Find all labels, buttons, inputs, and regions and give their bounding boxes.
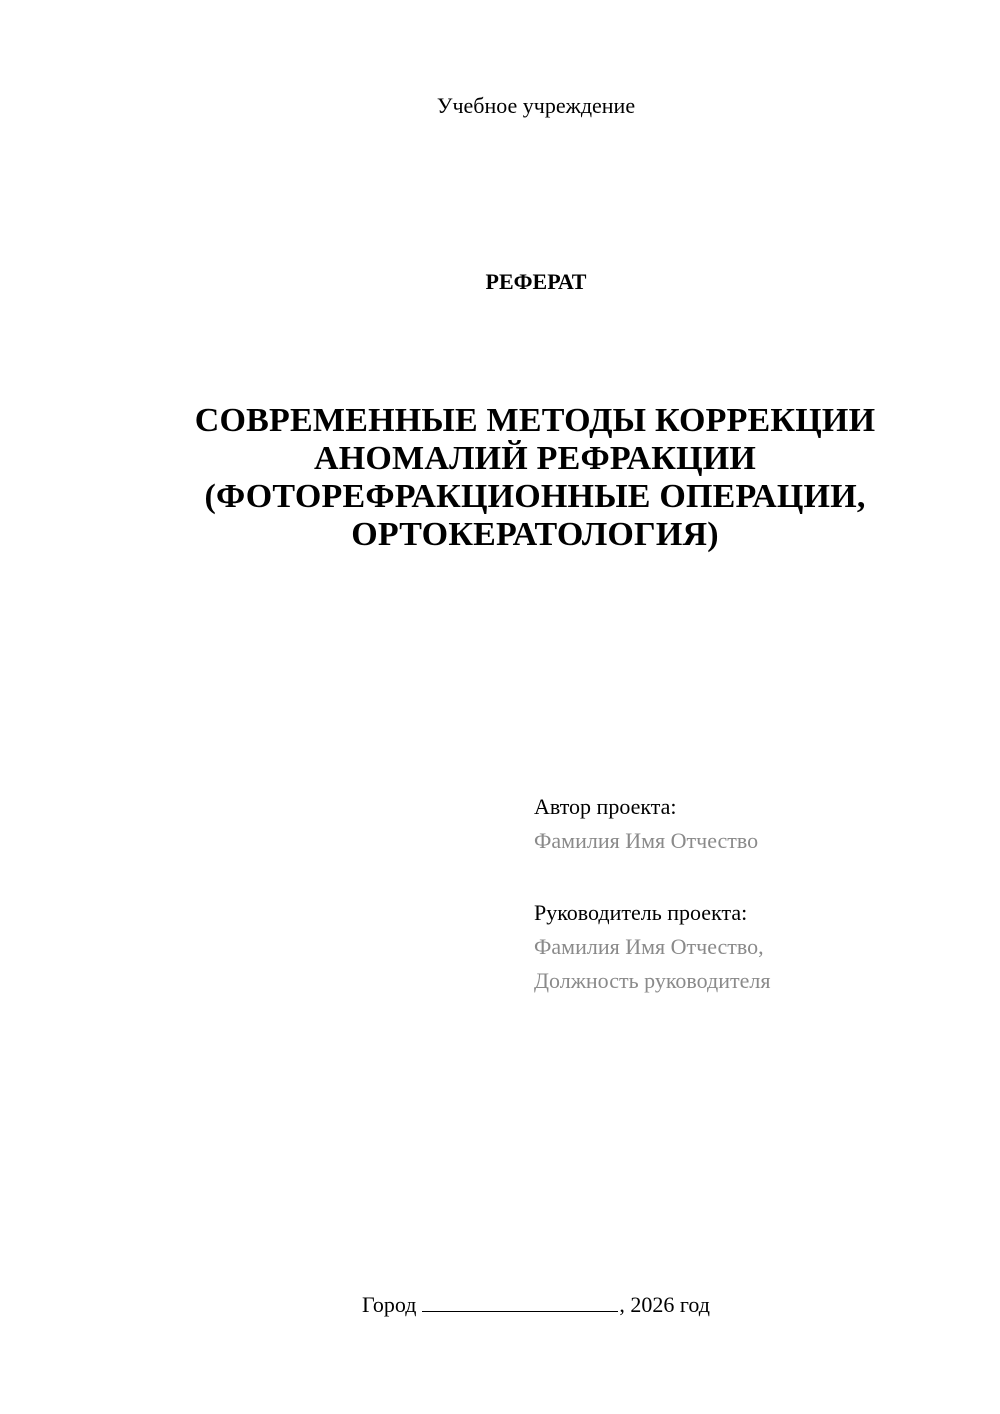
author-name: Фамилия Имя Отчество: [534, 828, 759, 853]
title-line: (ФОТОРЕФРАКЦИОННЫЕ ОПЕРАЦИИ,: [204, 478, 866, 515]
supervisor-position: Должность руководителя: [534, 968, 771, 993]
city-blank-line: [422, 1291, 618, 1312]
document-title: [140, 402, 930, 554]
city-label: Город: [362, 1292, 417, 1317]
supervisor-label: Руководитель проекта:: [534, 900, 748, 925]
spacer: [534, 858, 974, 896]
title-line: ОРТОКЕРАТОЛОГИЯ): [351, 516, 719, 553]
supervisor-name: Фамилия Имя Отчество,: [534, 934, 764, 959]
year-text: , 2026 год: [619, 1292, 710, 1317]
document-type: РЕФЕРАТ: [485, 269, 587, 294]
project-info: [534, 790, 974, 998]
institution-name: Учебное учреждение: [436, 93, 636, 118]
title-line: СОВРЕМЕННЫЕ МЕТОДЫ КОРРЕКЦИИ: [194, 402, 876, 439]
city-year-line: [0, 1291, 1000, 1319]
author-label: Автор проекта:: [534, 794, 677, 819]
title-line: АНОМАЛИЙ РЕФРАКЦИИ: [313, 440, 757, 477]
